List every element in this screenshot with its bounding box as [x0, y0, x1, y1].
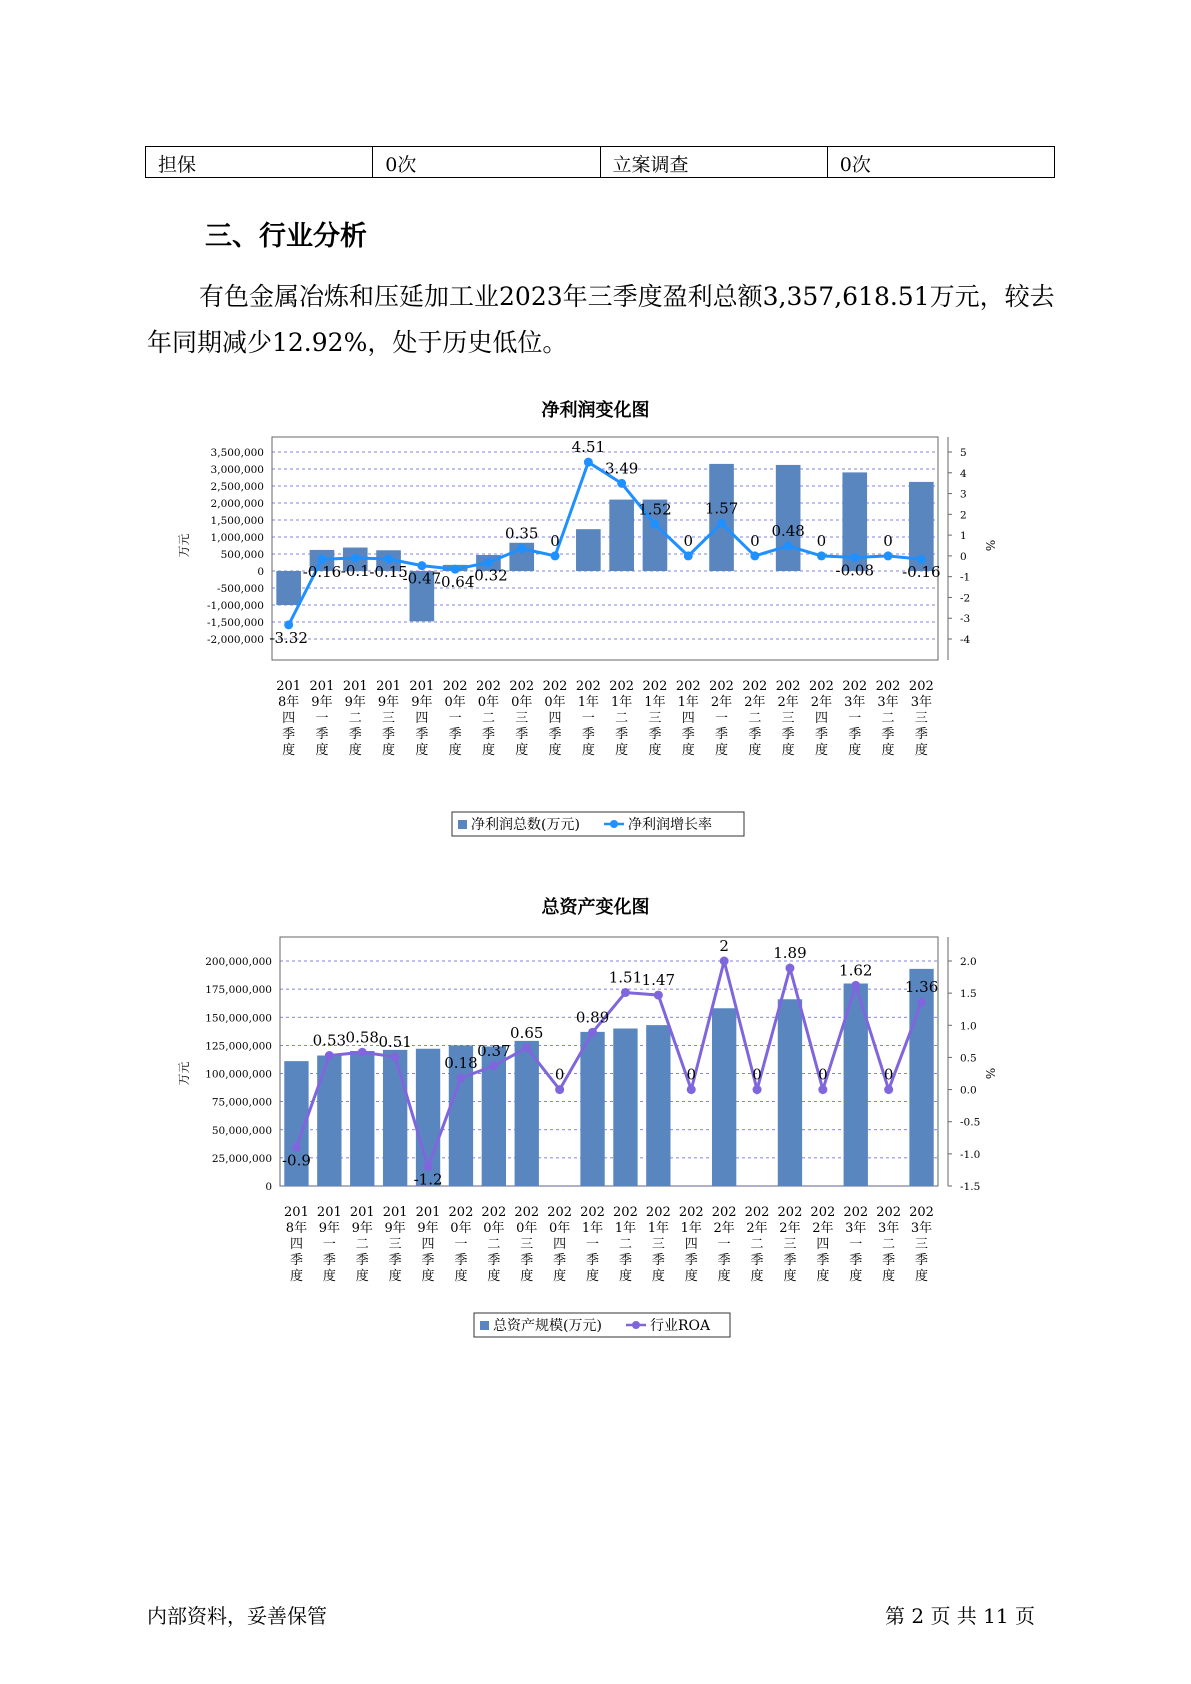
x-tick-label: 202 0年二季度 [476, 679, 501, 758]
y-tick-label: 150,000,000 [205, 1012, 272, 1025]
line-point [785, 964, 794, 973]
x-tick-label: 202 2年二季度 [744, 1205, 770, 1284]
x-tick-label: 202 3年二季度 [876, 1205, 902, 1284]
x-tick-label: 201 9年四季度 [409, 679, 435, 758]
y2-tick-label: -1 [960, 571, 971, 584]
chart-title-net-profit: 净利润变化图 [541, 400, 650, 421]
y-tick-label: 25,000,000 [211, 1152, 272, 1165]
line-point [884, 551, 893, 560]
line-point [750, 551, 759, 560]
y2-tick-label: 1.5 [960, 988, 977, 1001]
line-point [717, 519, 726, 528]
line-point [588, 1028, 597, 1037]
legend-swatch-bars [458, 820, 467, 829]
y2-tick-label: -4 [960, 634, 971, 646]
y-tick-label: 125,000,000 [205, 1040, 272, 1053]
data-label: 0 [683, 531, 694, 550]
line-point [517, 544, 526, 553]
y-tick-label: 200,000,000 [205, 956, 272, 968]
y2-tick-label: -0.5 [960, 1116, 981, 1129]
legend-swatch-marker [610, 820, 618, 828]
line-point [753, 1085, 762, 1094]
data-label: 0 [883, 531, 893, 550]
y2-tick-label: 5 [960, 447, 967, 459]
y-tick-label: 2,500,000 [210, 481, 264, 493]
y2-axis-title: % [983, 1067, 997, 1080]
line-point [555, 1085, 564, 1094]
y2-tick-label: 0.0 [960, 1084, 977, 1097]
line-point [684, 551, 693, 560]
line-point [358, 1048, 367, 1057]
data-label: 0.51 [378, 1032, 412, 1051]
legend-label-bars: 总资产规模(万元) [493, 1318, 602, 1334]
y-tick-label: 100,000,000 [205, 1068, 272, 1081]
line-point [456, 1074, 465, 1083]
data-label: 3.49 [604, 459, 639, 478]
line-point [325, 1051, 334, 1060]
x-tick-label: 202 3年三季度 [908, 679, 934, 758]
x-tick-label: 202 1年一季度 [575, 679, 601, 758]
y2-tick-label: -1.0 [960, 1148, 981, 1161]
x-tick-label: 201 9年二季度 [342, 679, 368, 758]
bar [613, 1029, 637, 1187]
legend-swatch-marker [632, 1321, 640, 1329]
y-tick-label: -1,000,000 [207, 600, 264, 612]
x-tick-label: 201 8年四季度 [284, 1205, 309, 1284]
line-point [551, 551, 560, 560]
legend-label-bars: 净利润总数(万元) [471, 817, 580, 833]
x-tick-label: 202 0年四季度 [547, 1205, 573, 1284]
x-tick-label: 202 2年三季度 [775, 679, 801, 758]
y2-tick-label: 4 [960, 467, 967, 480]
data-label: 0.65 [510, 1023, 544, 1042]
risk-info-table [145, 146, 1055, 178]
total-assets-chart [170, 922, 1030, 1352]
y2-tick-label: 3 [960, 488, 967, 501]
x-tick-label: 201 9年二季度 [349, 1205, 375, 1284]
data-label: 0 [752, 1065, 762, 1084]
y2-tick-label: 2 [960, 509, 967, 522]
data-label: -0.64 [435, 573, 475, 592]
bar [778, 999, 802, 1186]
line-point [621, 988, 630, 997]
y-tick-label: 1,000,000 [210, 532, 264, 544]
line-point [489, 1061, 498, 1070]
x-tick-label: 202 1年二季度 [613, 1205, 638, 1284]
y-tick-label: -1,500,000 [207, 617, 264, 629]
x-tick-label: 202 3年一季度 [842, 679, 868, 758]
data-label: 0.18 [444, 1054, 478, 1072]
data-label: 0 [686, 1065, 697, 1084]
line-point [617, 479, 626, 488]
data-label: 0 [818, 1065, 828, 1084]
section-paragraph [147, 274, 1067, 366]
bar [276, 571, 301, 605]
data-label: -0.32 [469, 566, 508, 585]
data-label: 1.89 [773, 944, 807, 963]
x-tick-label: 202 0年一季度 [442, 679, 468, 758]
x-tick-label: 201 9年三季度 [382, 1205, 408, 1284]
data-label: 1.57 [704, 499, 739, 518]
bar [776, 465, 801, 571]
x-tick-label: 201 9年一季度 [309, 679, 335, 758]
x-tick-label: 202 2年三季度 [777, 1205, 803, 1284]
x-tick-label: 202 2年一季度 [711, 1205, 737, 1284]
bar [712, 1008, 736, 1186]
x-tick-label: 202 1年四季度 [675, 679, 701, 758]
data-label: 0 [750, 531, 760, 550]
section-heading: 三、行业分析 [205, 221, 367, 252]
y2-tick-label: 0 [960, 550, 967, 563]
y2-tick-label: 1 [960, 530, 967, 543]
bar [709, 464, 734, 571]
x-tick-label: 201 9年一季度 [316, 1205, 342, 1284]
data-label: 0 [554, 1065, 565, 1084]
paragraph-text: 有色金属冶炼和压延加工业2023年三季度盈利总额3,357,618.51万元，较去年同期减少12.92%，处于历史低位。 [147, 282, 1055, 357]
data-label: 1.36 [904, 978, 939, 997]
data-label: 0.48 [771, 521, 805, 540]
legend-label-line: 净利润增长率 [628, 817, 712, 833]
data-label: 0.89 [575, 1008, 610, 1027]
y-axis-title: 万元 [177, 1061, 191, 1086]
y-tick-label: 3,500,000 [210, 447, 264, 459]
line-point [851, 981, 860, 990]
bar [383, 1050, 407, 1186]
bar [515, 1041, 539, 1186]
table-cell-value: 0次 [373, 147, 600, 178]
series-line [289, 462, 922, 625]
line-point [784, 541, 793, 550]
x-tick-label: 202 1年三季度 [645, 1205, 671, 1284]
x-tick-label: 202 1年二季度 [609, 679, 635, 758]
x-tick-label: 202 0年一季度 [448, 1205, 474, 1284]
x-tick-label: 202 2年四季度 [809, 679, 834, 758]
legend-label-line: 行业ROA [650, 1318, 711, 1334]
x-tick-label: 202 3年二季度 [875, 679, 901, 758]
line-point [650, 520, 659, 529]
x-tick-label: 202 3年一季度 [843, 1205, 869, 1284]
data-label: -0.16 [902, 563, 941, 582]
x-tick-label: 202 1年一季度 [580, 1205, 605, 1284]
y2-tick-label: 2.0 [960, 956, 977, 968]
line-point [884, 1085, 893, 1094]
legend-swatch-bars [480, 1321, 489, 1330]
chart-title-total-assets: 总资产变化图 [541, 897, 650, 918]
footer-left: 内部资料，妥善保管 [147, 1604, 327, 1628]
y2-tick-label: -1.5 [960, 1181, 981, 1193]
line-point [687, 1085, 696, 1094]
x-tick-label: 202 3年三季度 [909, 1205, 934, 1284]
y-tick-label: 1,500,000 [210, 515, 264, 527]
y2-tick-label: 1.0 [960, 1020, 977, 1033]
data-label: 1.47 [641, 971, 676, 990]
data-label: -0.16 [302, 563, 342, 582]
line-point [522, 1043, 531, 1052]
data-label: 0 [550, 531, 560, 550]
data-label: 1.62 [839, 961, 873, 980]
x-tick-label: 202 0年二季度 [481, 1205, 507, 1284]
line-point [817, 551, 826, 560]
x-tick-label: 201 8年四季度 [276, 679, 302, 758]
x-tick-label: 202 1年四季度 [678, 1205, 704, 1284]
x-tick-label: 202 0年三季度 [509, 679, 535, 758]
bar [609, 500, 634, 571]
y2-tick-label: -2 [960, 592, 971, 605]
y-tick-label: 175,000,000 [205, 984, 272, 997]
data-label: -3.32 [269, 628, 308, 647]
line-point [917, 998, 926, 1007]
x-tick-label: 201 9年四季度 [415, 1205, 441, 1284]
line-point [584, 458, 593, 467]
data-label: 0.37 [477, 1041, 511, 1060]
data-label: -0.9 [281, 1151, 311, 1170]
y-axis-title: 万元 [177, 533, 191, 558]
line-point [391, 1052, 400, 1061]
data-label: 0.35 [505, 524, 539, 543]
data-label: 0 [883, 1065, 894, 1084]
net-profit-chart [170, 425, 1030, 855]
x-tick-label: 202 0年三季度 [514, 1205, 540, 1284]
y-tick-label: -2,000,000 [207, 634, 264, 646]
data-label: 2 [719, 937, 729, 955]
y-tick-label: 0 [257, 566, 264, 578]
data-label: 4.51 [571, 438, 606, 457]
y-tick-label: 0 [265, 1181, 272, 1193]
y-tick-label: 50,000,000 [211, 1124, 272, 1137]
footer-page-number: 第 2 页 共 11 页 [885, 1604, 1035, 1628]
bar [580, 1032, 604, 1186]
y-tick-label: 500,000 [220, 549, 264, 561]
table-row [146, 147, 1055, 178]
data-label: 1.51 [608, 968, 643, 987]
line-point [720, 957, 729, 966]
x-tick-label: 202 2年二季度 [742, 679, 768, 758]
bar [646, 1025, 670, 1186]
bar [576, 529, 601, 571]
data-label: 0.53 [312, 1031, 347, 1050]
data-label: -0.15 [369, 563, 408, 582]
y-tick-label: 3,000,000 [210, 464, 264, 476]
y-tick-label: 75,000,000 [211, 1096, 272, 1109]
y2-tick-label: -3 [960, 613, 971, 626]
x-tick-label: 202 0年四季度 [542, 679, 568, 758]
y-tick-label: -500,000 [217, 583, 264, 595]
y2-axis-title: % [983, 539, 997, 552]
data-label: 0.58 [345, 1028, 379, 1047]
x-tick-label: 201 9年三季度 [376, 679, 401, 758]
data-label: -0.08 [835, 561, 874, 580]
bar [350, 1051, 374, 1186]
x-tick-label: 202 2年四季度 [810, 1205, 836, 1284]
line-point [818, 1085, 827, 1094]
data-label: -0.47 [402, 569, 442, 588]
x-tick-label: 202 1年三季度 [642, 679, 668, 758]
line-point [654, 991, 663, 1000]
data-label: -1.2 [413, 1170, 443, 1189]
x-tick-label: 202 2年一季度 [709, 679, 734, 758]
data-label: 1.52 [638, 500, 672, 519]
data-label: 0 [816, 531, 827, 550]
table-cell-value: 0次 [827, 147, 1054, 178]
y2-tick-label: 0.5 [960, 1052, 977, 1065]
table-cell-label: 担保 [146, 147, 373, 178]
y-tick-label: 2,000,000 [210, 498, 264, 510]
data-label: -0.1 [340, 561, 370, 580]
table-cell-label: 立案调查 [600, 147, 827, 178]
